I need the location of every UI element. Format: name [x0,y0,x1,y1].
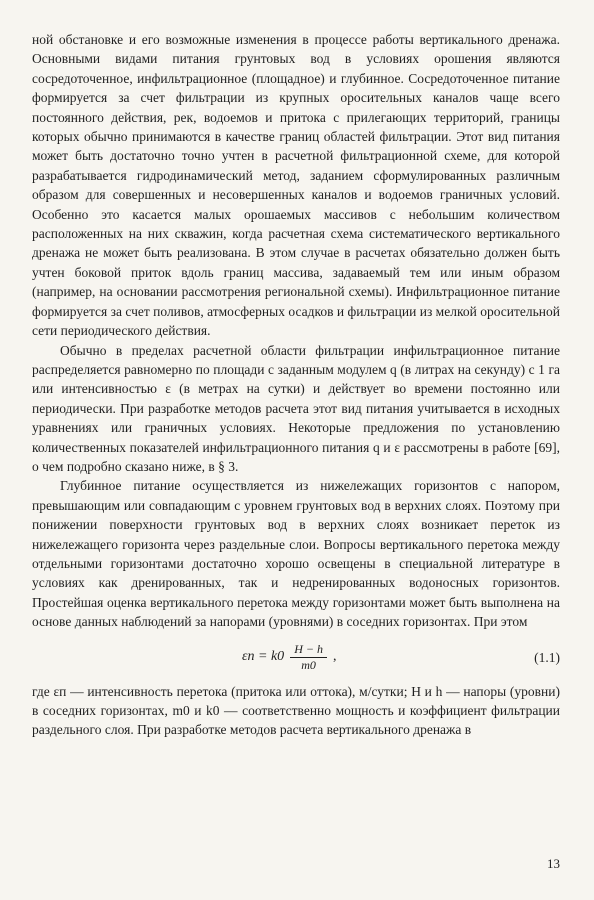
formula-number: (1.1) [534,649,560,665]
page-number: 13 [547,856,560,871]
formula-fraction [290,642,327,673]
paragraph-1: ной обстановке и его возможные изменения в процессе работы вертикального дренажа. Основными видами питания грунтовых вод в условиях орошения являются сосредоточенное, инфильтрационное (площадное) и глубинное. Сосредоточенное питание формируется за счет фильтрации из крупных оросительных каналов чаще всего постоянного действия, рек, водоемов и притока с прилегающих территорий, границы которых обычно принимаются в качестве границ областей фильтрации. Этот вид питания может быть достаточно точно учтен в расчетной фильтрационной схеме, для которой разрабатывается гидродинамический метод, заданием сформулированных различным образом для совершенных и несовершенных каналов и водоемов граничных условий. Особенно это касается малых орошаемых массивов с небольшим количеством расположенных на них скважин, когда расчетная схема систематического вертикального дренажа не может быть реализована. В этом случае в расчетах обязательно должен быть учтен боковой приток вдоль границ массива, задаваемый тем или иным образом (например, на основании рассмотрения региональной схемы). Инфильтрационное питание формируется за счет поливов, атмосферных осадков и фильтрации из мелкой оросительной сети периодического действия. [32,32,560,339]
formula-trail: , [332,649,337,665]
formula-lhs: εп = k0 [242,649,285,665]
page-text [32,30,560,740]
formula-denominator: m0 [301,657,316,672]
paragraph-4: где εп — интенсивность перетока (притока или оттока), м/сутки; H и h — напоры (уровни) в соседних горизонтах, m0 и k0 — соответственно мощность и коэффициент фильтрации раздельного слоя. При разработке методов расчета вертикального дренажа в [32,683,560,738]
formula-numerator: H − h [290,642,327,658]
paragraph-3: Глубинное питание осуществляется из нижележащих горизонтов с напором, превышающим или совпадающим с уровнем грунтовых вод в верхних слоях. Поэтому при понижении поверхности грунтовых вод в верхних слоях возникает переток из нижележащего горизонта через раздельные слои. Вопросы вертикального перетока между отдельными горизонтами достаточно хорошо освещены в специальной литературе в условиях как дренированных, так и недренированных водоносных горизонтов. Простейшая оценка вертикального перетока между горизонтами может быть выполнена на основе данных наблюдений за напорами (уровнями) в соседних горизонтах. При этом [32,478,560,630]
paragraph-2: Обычно в пределах расчетной области фильтрации инфильтрационное питание распределяется равномерно по площади с заданным модулем q (в литрах на секунду) с 1 га или интенсивностью ε (в метрах на сутки) и действует во времени постоянно или периодически. При разработке методов расчета этот вид питания учитывается в исходных уравнениях или граничных условиях. Некоторые предложения по установлению количественных показателей инфильтрационного питания q и ε рассмотрены в работе [69], о чем подробно сказано ниже, в § 3. [32,342,560,474]
formula-body [242,642,336,673]
formula-1-1 [32,638,560,678]
